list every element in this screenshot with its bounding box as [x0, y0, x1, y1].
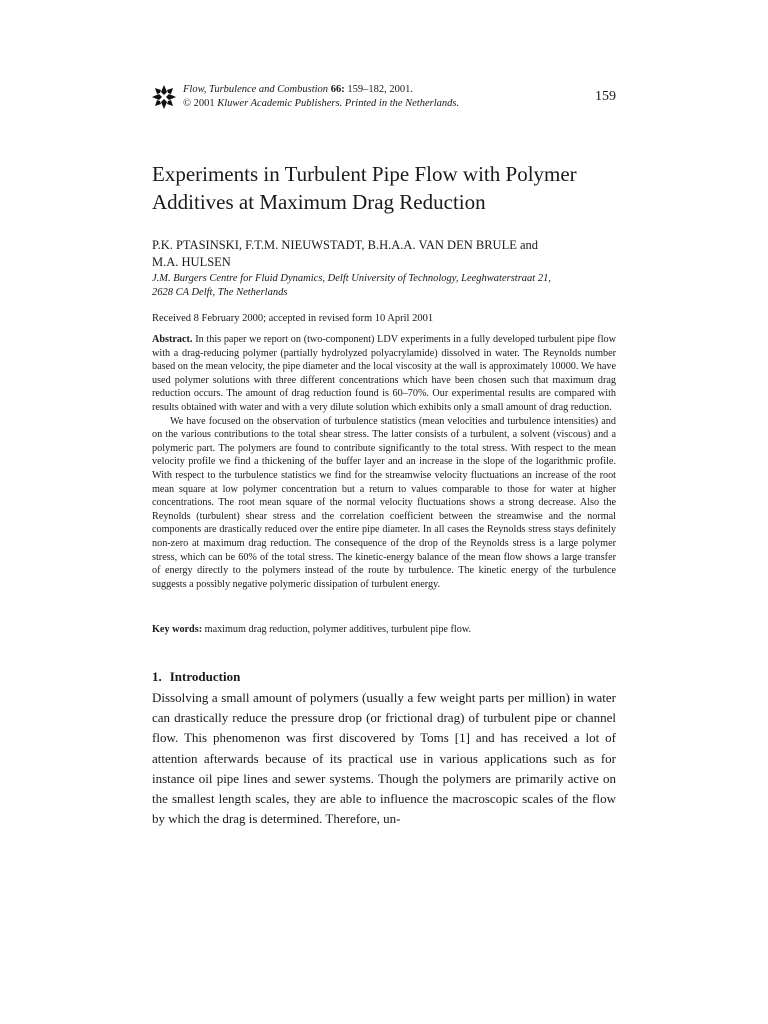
affiliation-line-2: 2628 CA Delft, The Netherlands — [152, 287, 288, 298]
authors-line-1: P.K. PTASINSKI, F.T.M. NIEUWSTADT, B.H.A.A. VAN DEN BRULE and — [152, 238, 539, 252]
page-number: 159 — [595, 89, 616, 104]
journal-line-2 — [183, 97, 459, 111]
section-heading-introduction — [152, 668, 616, 685]
journal-header — [152, 83, 616, 123]
abstract-label: Abstract. — [152, 334, 193, 345]
received-dates: Received 8 February 2000; accepted in revised form 10 April 2001 — [152, 313, 434, 324]
journal-line-1 — [183, 83, 459, 97]
section-number: 1. — [152, 669, 162, 684]
abstract-paragraph-1 — [152, 333, 616, 415]
copyright-symbol: © — [183, 98, 191, 109]
section-title: Introduction — [169, 669, 241, 684]
paper-title — [152, 160, 622, 216]
journal-volume: 66: — [330, 84, 345, 95]
kluwer-logo-icon — [152, 85, 176, 109]
affiliation-line-1: J.M. Burgers Centre for Fluid Dynamics, Delft University of Technology, Leeghwaterstraat 21, — [152, 273, 551, 284]
abstract-text-1: In this paper we report on (two-component) LDV experiments in a fully developed turbulent pipe flow with a drag-reducing polymer (partially hydrolyzed polyacrylamide) dissolved in water. The Reynolds number based on the mean velocity, the pipe diameter and the local viscosity at the wall is approximately 10000. We have used polymer solutions with three different concentrations which have been chosen such that maximum drag reduction occurs. The amount of drag reduction found is 60–70%. Our experimental results are compared with results obtained with water and with a very dilute solution which exhibits only a small amount of drag reduction. — [152, 334, 616, 413]
keywords — [152, 623, 616, 637]
keywords-text: maximum drag reduction, polymer additives, turbulent pipe flow. — [204, 624, 472, 635]
journal-pages: 159–182, 2001. — [347, 84, 413, 95]
author-list — [152, 237, 616, 271]
abstract-paragraph-2: We have focused on the observation of turbulence statistics (mean velocities and turbulence intensities) and on the various contributions to the total shear stress. The latter consists of a turbulent, a solvent (viscous) and a polymeric part. The polymers are found to contribute significantly to the total stress. With respect to the mean velocity profile we find a thickening of the buffer layer and an increase in the slope of the logarithmic profile. With respect to the turbulence statistics we find for the streamwise velocity fluctuations an increase of the root mean square at low polymer concentration but a return to values comparable to those for water at higher concentrations. The root mean square of the normal velocity fluctuations shows a strong decrease. Also the Reynolds (turbulent) shear stress and the correlation coefficient between the streamwise and the normal components are drastically reduced over the entire pipe diameter. In all cases the Reynolds stress stays definitely non-zero at maximum drag reduction. The consequence of the drop of the Reynolds stress is a large polymer stress, which can be 60% of the total stress. The kinetic-energy balance of the mean flow shows a large transfer of energy directly to the polymers instead of the route by turbulence. The kinetic energy of the turbulence suggests a possibly negative polymeric dissipation of turbulent energy. — [152, 415, 616, 590]
keywords-label: Key words: — [152, 624, 203, 635]
journal-citation — [183, 83, 459, 111]
journal-name: Flow, Turbulence and Combustion — [183, 84, 329, 95]
introduction-paragraph: Dissolving a small amount of polymers (usually a few weight parts per million) in water can drastically reduce the pressure drop (or frictional drag) of turbulent pipe or channel flow. This phenomenon was first discovered by Toms [1] and has received a lot of attention afterwards because of its practical use in various applications such as for instance oil pipe lines and sewer systems. Though the polymers are primarily active on the smallest length scales, they are able to influence the macroscopic scales of the flow by which the drag is determined. Therefore, un- — [152, 690, 616, 827]
authors-line-2: M.A. HULSEN — [152, 255, 231, 269]
title-line-2: Additives at Maximum Drag Reduction — [152, 190, 486, 214]
printed-note: Printed in the Netherlands. — [344, 98, 460, 109]
title-line-1: Experiments in Turbulent Pipe Flow with Polymer — [152, 162, 577, 186]
affiliation — [152, 272, 616, 300]
copyright-year: 2001 — [193, 98, 215, 109]
publisher-name: Kluwer Academic Publishers. — [217, 98, 343, 109]
abstract — [152, 333, 616, 591]
